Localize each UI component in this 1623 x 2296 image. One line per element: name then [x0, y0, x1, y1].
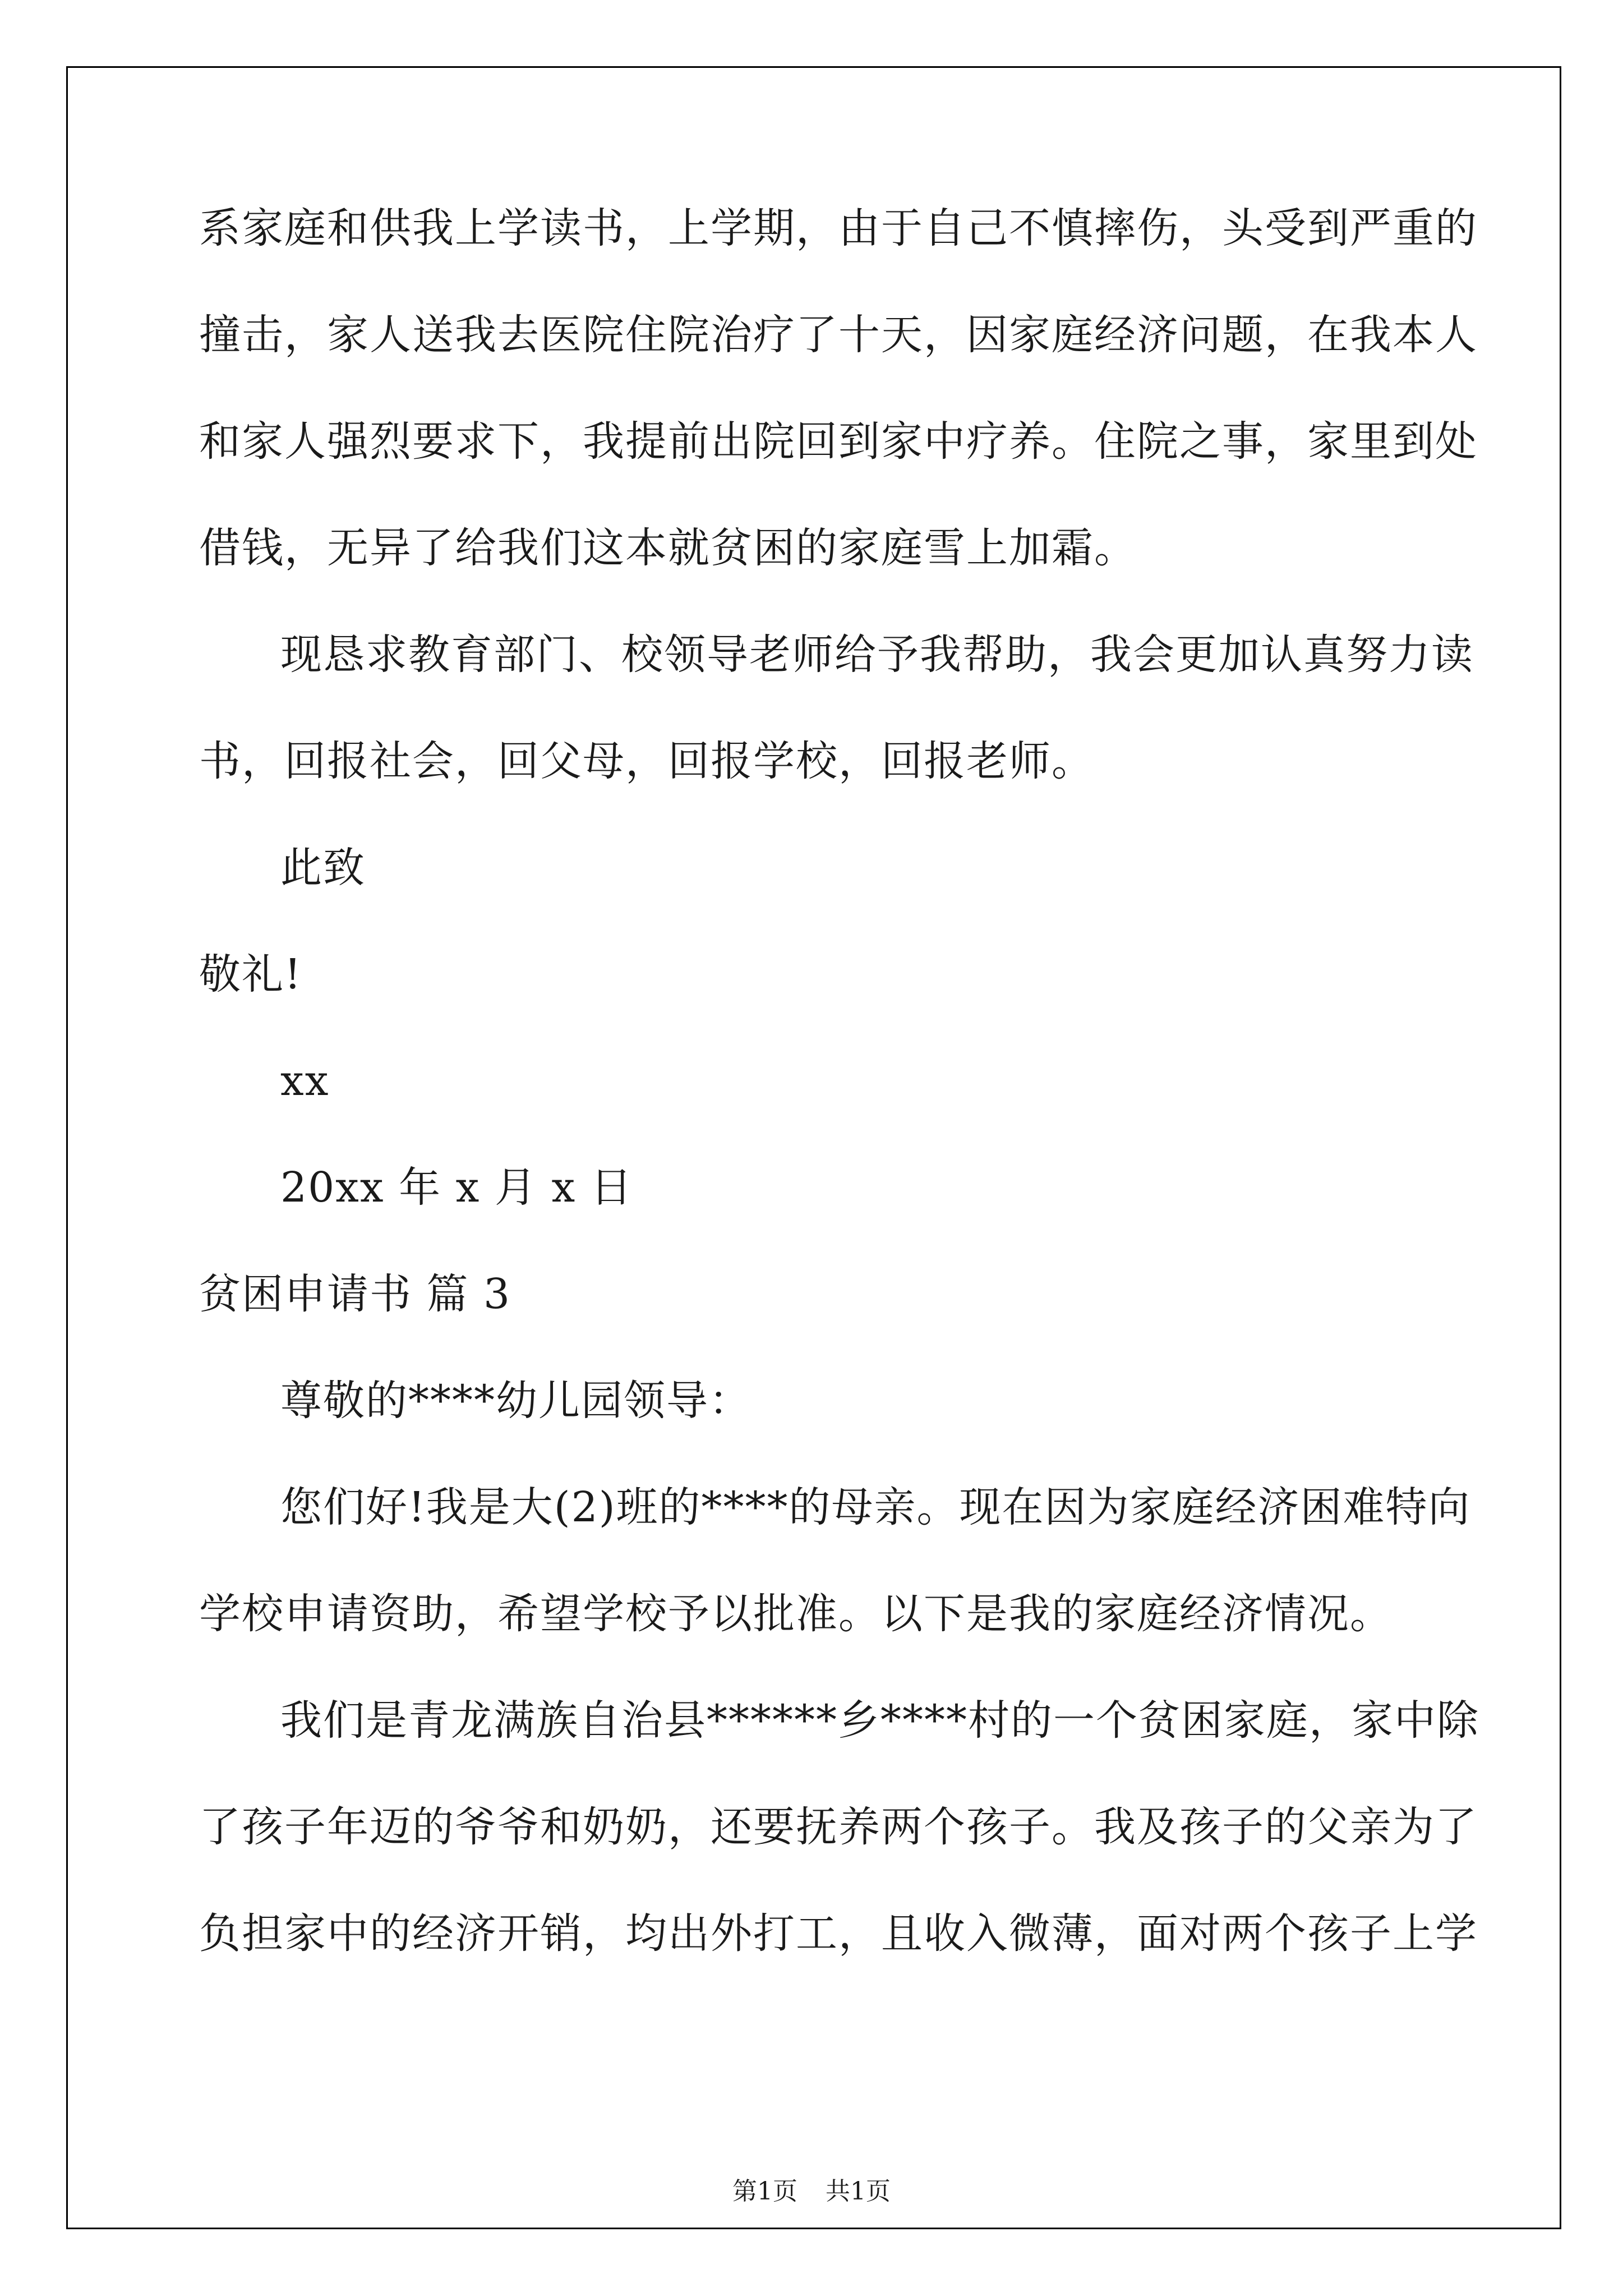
page-footer	[0, 2171, 1623, 2207]
body-line: 您们好!我是大(2)班的****的母亲。现在因为家庭经济困难特向	[280, 1483, 1471, 1531]
page-total: 共1页	[826, 2177, 891, 2206]
body-line: 撞击，家人送我去医院住院治疗了十天，因家庭经济问题，在我本人	[199, 311, 1478, 359]
signature-name: xx	[280, 1057, 330, 1105]
body-line: 学校申请资助，希望学校予以批准。以下是我的家庭经济情况。	[199, 1590, 1393, 1638]
page-number: 第1页	[732, 2177, 797, 2206]
closing-regards: 敬礼!	[199, 950, 302, 999]
closing-salutation: 此致	[280, 844, 366, 892]
letter-greeting: 尊敬的****幼儿园领导：	[280, 1377, 751, 1425]
body-line: 系家庭和供我上学读书，上学期，由于自己不慎摔伤，头受到严重的	[199, 204, 1478, 252]
body-line: 了孩子年迈的爷爷和奶奶，还要抚养两个孩子。我及孩子的父亲为了	[199, 1803, 1478, 1851]
signature-date: 20xx 年 x 月 x 日	[280, 1163, 633, 1212]
body-line: 借钱，无异了给我们这本就贫困的家庭雪上加霜。	[199, 524, 1137, 572]
body-line: 和家人强烈要求下，我提前出院回到家中疗养。住院之事，家里到处	[199, 417, 1478, 466]
body-line: 现恳求教育部门、校领导老师给予我帮助，我会更加认真努力读	[280, 631, 1474, 679]
section-title: 贫困申请书 篇 3	[199, 1270, 511, 1318]
body-line: 我们是青龙满族自治县******乡****村的一个贫困家庭，家中除	[280, 1696, 1479, 1745]
document-body	[199, 204, 1479, 2019]
body-line: 书，回报社会，回父母，回报学校，回报老师。	[199, 737, 1094, 785]
body-line: 负担家中的经济开销，均出外打工，且收入微薄，面对两个孩子上学	[199, 1910, 1478, 1958]
